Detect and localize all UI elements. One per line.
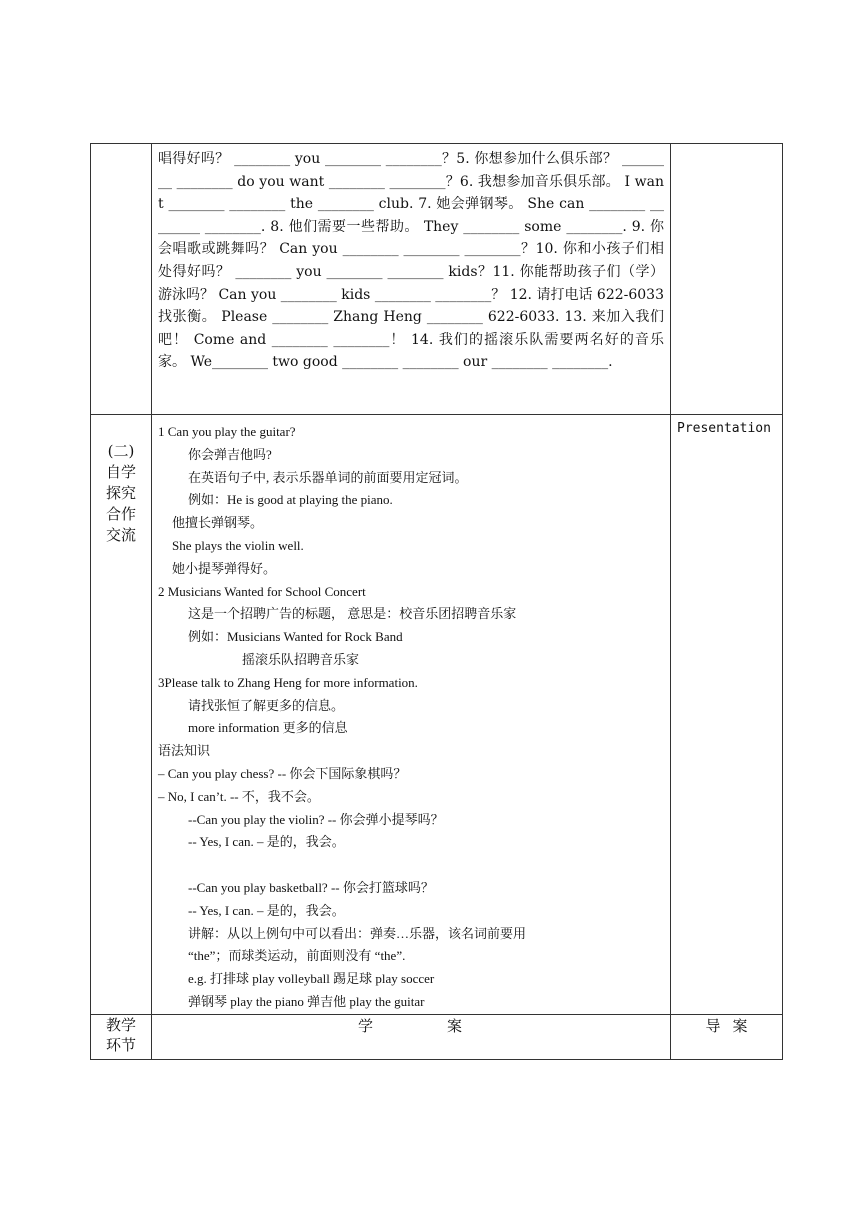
content-line: e.g. 打排球 play volleyball 踢足球 play soccer	[188, 971, 435, 987]
content-line: more information 更多的信息	[188, 720, 348, 736]
content-line: 请找张恒了解更多的信息。	[188, 697, 345, 713]
content-line: 弹钢琴 play the piano 弹吉他 play the guitar	[188, 993, 425, 1009]
content-line: -- Yes, I can. – 是的，我会。	[188, 834, 345, 850]
exercise-cell	[152, 144, 671, 415]
content-line: 这是一个招聘广告的标题， 意思是：校音乐团招聘音乐家	[188, 606, 517, 622]
stage-cell	[91, 415, 152, 1015]
content-line: 例如：Musicians Wanted for Rock Band	[188, 629, 403, 645]
header-row	[91, 1014, 783, 1059]
content-line: “the”；而球类运动，前面则没有 “the”.	[188, 948, 406, 964]
study-plan-header	[152, 1014, 671, 1059]
content-line: 2 Musicians Wanted for School Concert	[158, 583, 366, 599]
exercise-row	[91, 144, 783, 415]
content-line: --Can you play basketball? -- 你会打篮球吗？	[188, 879, 434, 895]
blank-line	[158, 854, 664, 877]
stage-label	[91, 415, 151, 546]
guide-plan-header	[671, 1014, 783, 1059]
guide-plan-label: 导	[705, 1016, 721, 1035]
content-line: 她小提琴弹得好。	[172, 560, 277, 576]
exercise-text: 唱得好吗？ ________ you ________ ________？5. 你想参加什么俱乐部？ ________ ________ do you want ________ ________？6. 我想参加音乐俱乐部。 I want ________ ________ the ________ club. 7. 她会弹钢琴。 She can ________ ________ ________. 8. 他们需要一些帮助。 They ________ some ________. 9. 你会唱歌或跳舞吗？ Can you ________ ________ ________？10. 你和小孩子们相处得好吗？ ________ you ________ ________ kids？11. 你能帮助孩子们（学）游泳吗？ Can you ________ kids ________ ________？ 12. 请打电话 622-6033 找张衡。 Please ________ Zhang Heng ________ 622-6033. 13. 来加入我们吧！ Come and ________ ________！ 14. 我们的摇滚乐队需要两名好的音乐家。 We________ two good ________ ________ our ________ ________.	[158, 151, 664, 371]
content-line: – Can you play chess? -- 你会下国际象棋吗？	[158, 765, 407, 781]
content-line: -- Yes, I can. – 是的，我会。	[188, 902, 345, 918]
content-row	[91, 415, 783, 1015]
content-line: 例如：He is good at playing the piano.	[188, 492, 393, 508]
stage-line: 交流	[105, 526, 136, 544]
study-plan-label: 学	[357, 1016, 375, 1035]
content-line: 语法知识	[158, 743, 211, 759]
study-plan-label: 案	[447, 1016, 465, 1035]
stage-line: 自学	[105, 463, 136, 481]
content-line: 你会弹吉他吗?	[188, 446, 272, 462]
content-line: 在英语句子中, 表示乐器单词的前面要用定冠词。	[188, 469, 468, 485]
teaching-stage-label: 环节	[105, 1035, 136, 1054]
content-line: 摇滚乐队招聘音乐家	[242, 651, 360, 667]
stage-line: 探究	[105, 484, 136, 502]
teaching-stage-header	[91, 1014, 152, 1059]
guide-text: Presentation	[677, 421, 771, 436]
guide-cell	[671, 415, 783, 1015]
content-cell	[152, 415, 671, 1015]
teaching-stage-label: 教学	[105, 1015, 136, 1034]
stage-number: (二)	[107, 442, 135, 460]
empty-stage-cell	[91, 144, 152, 415]
content-line: --Can you play the violin? -- 你会弹小提琴吗？	[188, 811, 444, 827]
stage-line: 合作	[105, 505, 136, 523]
content-line: 讲解：从以上例句中可以看出：弹奏…乐器，该名词前要用	[188, 925, 527, 941]
lesson-plan-table	[90, 143, 783, 1060]
content-line: – No, I can’t. -- 不，我不会。	[158, 788, 320, 804]
content-line: 1 Can you play the guitar?	[158, 424, 296, 439]
empty-guide-cell	[671, 144, 783, 415]
content-line: 他擅长弹钢琴。	[172, 515, 264, 531]
content-line: She plays the violin well.	[172, 537, 304, 553]
content-line: 3Please talk to Zhang Heng for more information.	[158, 674, 418, 690]
lesson-content	[152, 415, 670, 1014]
guide-plan-label: 案	[732, 1016, 748, 1035]
